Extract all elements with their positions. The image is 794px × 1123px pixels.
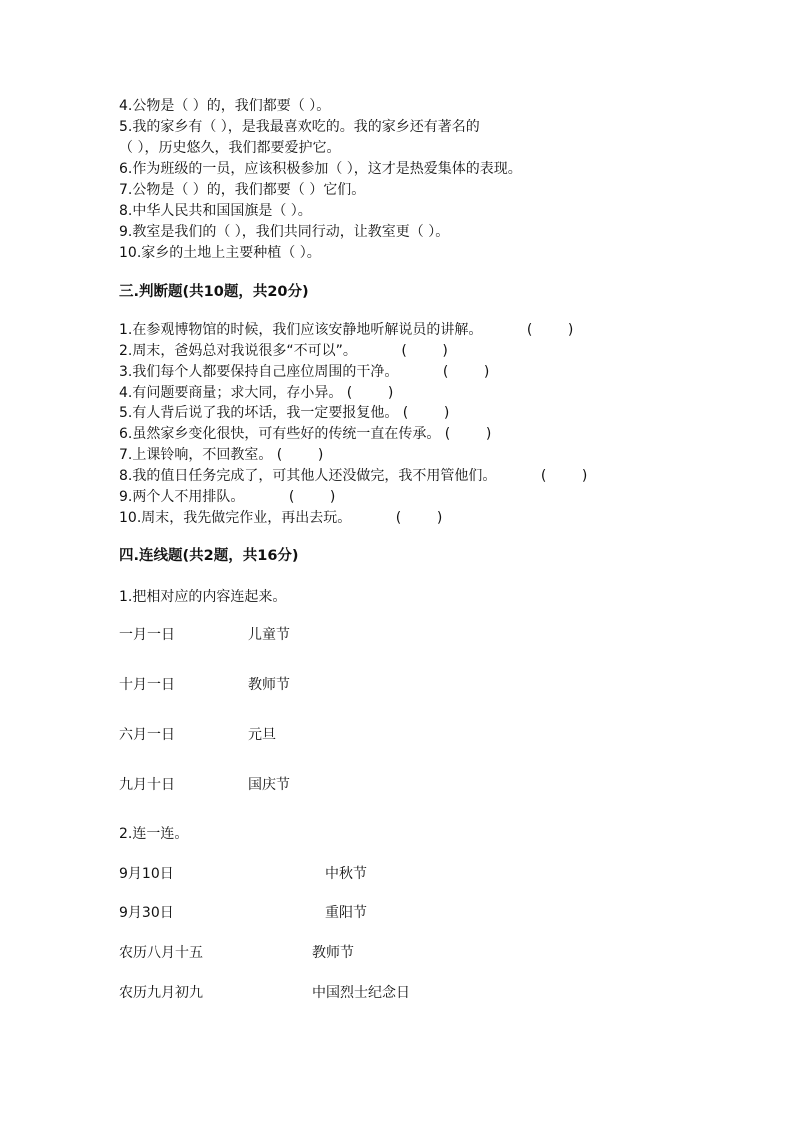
- match-q2-left-1[interactable]: 9月10日: [119, 866, 174, 882]
- match-q1-left-2[interactable]: 十月一日: [119, 677, 175, 693]
- judge-item-9: 9.两个人不用排队。 ( ): [119, 489, 336, 505]
- match-q1-right-1[interactable]: 儿童节: [248, 627, 290, 643]
- judge-item-10: 10.周末，我先做完作业，再出去玩。 ( ): [119, 510, 443, 526]
- section-3-title: 三.判断题(共10题，共20分): [119, 284, 309, 300]
- section-4-title: 四.连线题(共2题，共16分): [119, 548, 299, 564]
- fill-item-9: 9.教室是我们的（ ），我们共同行动，让教室更（ ）。: [119, 224, 450, 240]
- fill-item-7: 7.公物是（ ）的，我们都要（ ）它们。: [119, 182, 366, 198]
- match-q2-right-3[interactable]: 教师节: [312, 945, 354, 961]
- match-q2-right-1[interactable]: 中秋节: [325, 866, 367, 882]
- match-q1-left-3[interactable]: 六月一日: [119, 727, 175, 743]
- match-q2-right-2[interactable]: 重阳节: [325, 905, 367, 921]
- match-q2-left-4[interactable]: 农历九月初九: [119, 985, 203, 1001]
- fill-item-10: 10.家乡的土地上主要种植（ ）。: [119, 245, 321, 261]
- judge-item-7: 7.上课铃响，不回教室。 ( ): [119, 447, 324, 463]
- fill-item-5-cont: （ ），历史悠久，我们都要爱护它。: [119, 140, 341, 156]
- fill-item-6: 6.作为班级的一员，应该积极参加（ ），这才是热爱集体的表现。: [119, 161, 522, 177]
- judge-item-3: 3.我们每个人都要保持自己座位周围的干净。 ( ): [119, 364, 490, 380]
- match-q1-prompt: 1.把相对应的内容连起来。: [119, 589, 287, 605]
- judge-item-2: 2.周末，爸妈总对我说很多“不可以”。 ( ): [119, 343, 448, 359]
- match-q2-left-3[interactable]: 农历八月十五: [119, 945, 203, 961]
- match-q1-right-2[interactable]: 教师节: [248, 677, 290, 693]
- fill-item-4: 4.公物是（ ）的，我们都要（ ）。: [119, 98, 331, 114]
- fill-item-8: 8.中华人民共和国国旗是（ ）。: [119, 203, 312, 219]
- fill-item-5: 5.我的家乡有（ ），是我最喜欢吃的。我的家乡还有著名的: [119, 119, 480, 135]
- match-q1-right-3[interactable]: 元旦: [248, 727, 276, 743]
- judge-item-5: 5.有人背后说了我的坏话，我一定要报复他。 ( ): [119, 405, 450, 421]
- match-q1-left-1[interactable]: 一月一日: [119, 627, 175, 643]
- match-q2-prompt: 2.连一连。: [119, 826, 189, 842]
- judge-item-4: 4.有问题要商量；求大同，存小异。 ( ): [119, 385, 394, 401]
- judge-item-1: 1.在参观博物馆的时候，我们应该安静地听解说员的讲解。 ( ): [119, 322, 574, 338]
- match-q1-left-4[interactable]: 九月十日: [119, 777, 175, 793]
- match-q1-right-4[interactable]: 国庆节: [248, 777, 290, 793]
- judge-item-8: 8.我的值日任务完成了，可其他人还没做完，我不用管他们。 ( ): [119, 468, 588, 484]
- judge-item-6: 6.虽然家乡变化很快，可有些好的传统一直在传承。 ( ): [119, 426, 492, 442]
- match-q2-left-2[interactable]: 9月30日: [119, 905, 174, 921]
- match-q2-right-4[interactable]: 中国烈士纪念日: [312, 985, 410, 1001]
